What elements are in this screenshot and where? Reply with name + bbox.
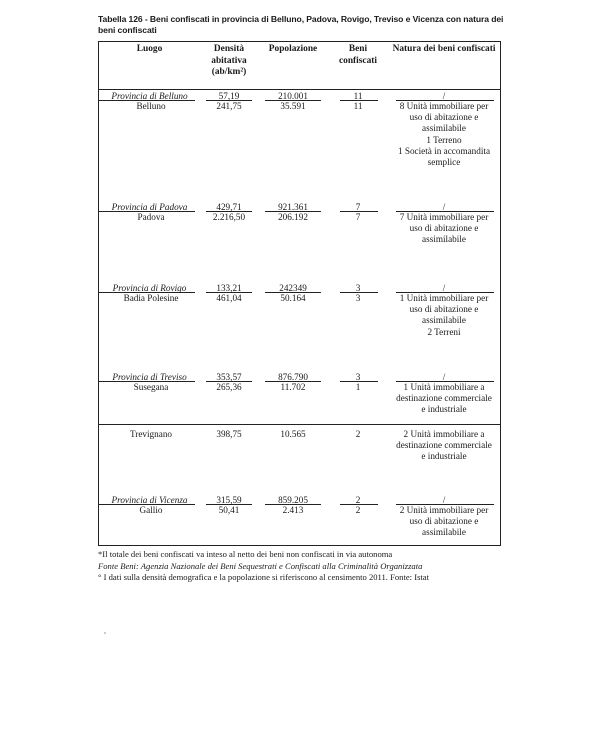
comune-densita-cell: 461,04: [216, 293, 242, 303]
provincia-luogo-cell: Provincia di Padova: [111, 202, 188, 212]
comune-beni-cell: 7: [355, 212, 361, 222]
comune-luogo-cell: Susegana: [133, 382, 169, 392]
provincia-densita-cell: 315,59: [216, 495, 242, 505]
comune-densita-cell: 2.216,50: [212, 212, 246, 222]
provincia-luogo-cell: Provincia di Vicenza: [111, 495, 188, 505]
provincia-beni-cell: 11: [353, 91, 363, 101]
header-densita: Densità abitativa (ab/km²): [211, 44, 247, 77]
provincia-densita-cell: 133,21: [216, 283, 242, 293]
provincia-densita-cell: 57,19: [218, 91, 240, 101]
header-luogo: Luogo: [136, 44, 163, 54]
footnote-totale: *Il totale dei beni confiscati va inteso al netto dei beni non confiscati in via autonoma: [98, 549, 393, 559]
scan-speck: [104, 632, 106, 634]
comune-natura-cell: 1 Unità immobiliare a destinazione commerciale e industriale: [396, 382, 492, 415]
comune-popolazione-cell: 50.164: [280, 293, 306, 303]
comune-densita-cell: 398,75: [216, 429, 242, 439]
provincia-beni-cell: 3: [355, 283, 361, 293]
header-popolazione: Popolazione: [268, 44, 318, 54]
comune-beni-cell: 2: [355, 429, 361, 439]
table-caption: Tabella 126 - Beni confiscati in provincia di Belluno, Padova, Rovigo, Treviso e Vicenza con natura dei beni confiscati: [98, 14, 504, 35]
row-separator: [98, 424, 501, 425]
comune-densita-cell: 241,75: [216, 101, 242, 111]
comune-beni-cell: 2: [355, 505, 361, 515]
comune-densita-cell: 265,36: [216, 382, 242, 392]
comune-luogo-cell: Badia Polesine: [123, 293, 179, 303]
comune-popolazione-cell: 2.413: [282, 505, 304, 515]
comune-densita-cell: 50,41: [218, 505, 240, 515]
comune-natura-cell: 7 Unità immobiliare per uso di abitazione e assimilabile: [399, 212, 489, 245]
provincia-popolazione-cell: 876.790: [278, 372, 308, 382]
provincia-beni-cell: 3: [355, 372, 361, 382]
comune-luogo-cell: Padova: [137, 212, 165, 222]
footnote-istat: ° I dati sulla densità demografica e la popolazione si riferiscono al censimento 2011. Fonte: Istat: [98, 572, 430, 582]
provincia-luogo-cell: Provincia di Rovigo: [112, 283, 187, 293]
comune-beni-cell: 11: [353, 101, 363, 111]
footnotes: [98, 549, 500, 584]
comune-natura-cell: 2 Unità immobiliare a destinazione commerciale e industriale: [396, 429, 492, 462]
provincia-luogo-cell: Provincia di Treviso: [112, 372, 187, 382]
comune-natura-cell: 1 Unità immobiliare per uso di abitazione e assimilabile 2 Terreni: [399, 293, 489, 337]
comune-popolazione-cell: 10.565: [280, 429, 306, 439]
comune-luogo-cell: Gallio: [139, 505, 163, 515]
provincia-natura-cell: /: [442, 495, 446, 505]
provincia-natura-cell: /: [442, 283, 446, 293]
provincia-popolazione-cell: 242349: [279, 283, 307, 293]
comune-luogo-cell: Belluno: [136, 101, 166, 111]
provincia-popolazione-cell: 210.001: [278, 91, 308, 101]
header-rule: [98, 89, 501, 90]
header-beni-confiscati: Beni confiscati: [338, 44, 377, 66]
provincia-beni-cell: 2: [355, 495, 361, 505]
comune-natura-cell: 2 Unità immobiliare per uso di abitazione e assimilabile: [399, 505, 489, 538]
comune-luogo-cell: Trevignano: [129, 429, 173, 439]
provincia-densita-cell: 353,57: [216, 372, 242, 382]
provincia-popolazione-cell: 921.361: [278, 202, 308, 212]
provincia-beni-cell: 7: [355, 202, 361, 212]
comune-popolazione-cell: 11.702: [280, 382, 306, 392]
provincia-popolazione-cell: 859.205: [278, 495, 308, 505]
comune-beni-cell: 3: [355, 293, 361, 303]
comune-beni-cell: 1: [355, 382, 361, 392]
provincia-natura-cell: /: [442, 91, 446, 101]
provincia-luogo-cell: Provincia di Belluno: [111, 91, 188, 101]
comune-popolazione-cell: 35.591: [280, 101, 306, 111]
comune-popolazione-cell: 206.192: [278, 212, 308, 222]
provincia-densita-cell: 429,71: [216, 202, 242, 212]
provincia-natura-cell: /: [442, 372, 446, 382]
provincia-natura-cell: /: [442, 202, 446, 212]
header-natura: Natura dei beni confiscati: [392, 44, 496, 54]
footnote-fonte-beni: Fonte Beni: Agenzia Nazionale dei Beni Sequestrati e Confiscati alla Criminalità Organizzata: [98, 560, 423, 571]
comune-natura-cell: 8 Unità immobiliare per uso di abitazione e assimilabile 1 Terreno 1 Società in accomandita semplice: [397, 101, 491, 168]
